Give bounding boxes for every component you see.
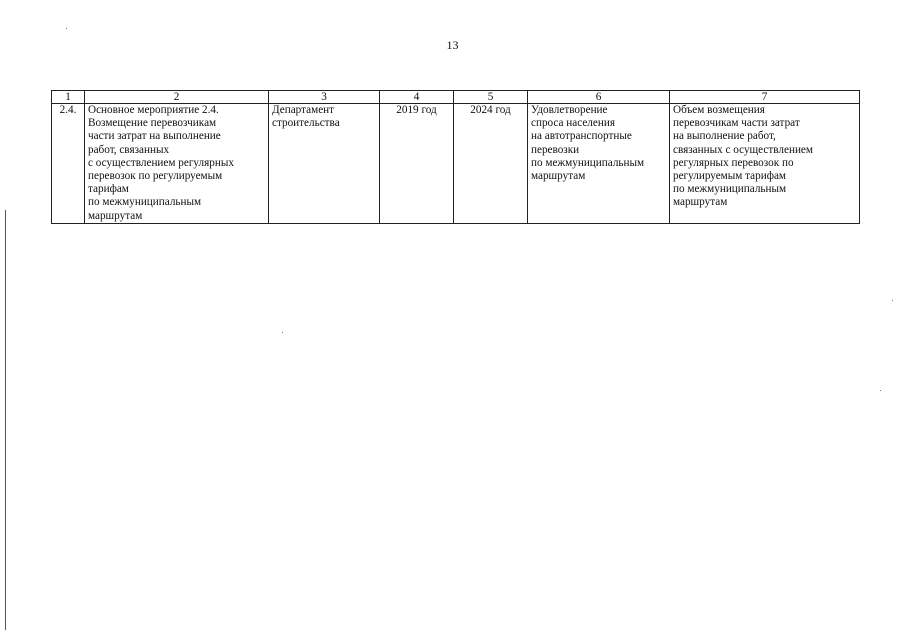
scan-speck (66, 28, 67, 29)
indicator-line: по межмуниципальным (673, 183, 787, 196)
column-number-5: 5 (454, 91, 528, 104)
program-activities-table (51, 90, 860, 224)
result-line: перевозки (531, 143, 580, 156)
scan-speck (880, 390, 881, 391)
indicator-line: регулируемым тарифам (673, 170, 787, 183)
indicator-line: регулярных перевозок по (673, 156, 794, 169)
column-number-3: 3 (269, 91, 380, 104)
result-line: на автотранспортные (531, 130, 632, 143)
executor-cell (269, 104, 380, 224)
expected-result-cell (528, 104, 670, 224)
activity-line: маршрутам (88, 209, 143, 222)
end-year-cell: 2024 год (454, 104, 528, 224)
column-number-4: 4 (380, 91, 454, 104)
activity-line: части затрат на выполнение (88, 130, 221, 143)
executor-line: строительства (272, 117, 340, 130)
indicator-line: перевозчикам части затрат (673, 117, 800, 130)
activity-line: работ, связанных (88, 143, 170, 156)
page-number: 13 (446, 38, 459, 52)
activity-line: по межмуниципальным (88, 196, 202, 209)
activity-line: Возмещение перевозчикам (88, 117, 217, 130)
indicator-line: Объем возмещения (673, 104, 765, 116)
indicator-cell (670, 104, 860, 224)
column-number-6: 6 (528, 91, 670, 104)
scan-speck (892, 300, 893, 301)
activity-line: Основное мероприятие 2.4. (88, 104, 219, 116)
table-row (52, 104, 860, 224)
result-line: маршрутам (531, 170, 586, 183)
scan-edge-line (5, 210, 6, 630)
indicator-line: на выполнение работ, (673, 130, 776, 143)
scan-speck (282, 332, 283, 333)
activity-line: тарифам (88, 183, 129, 196)
activity-line: с осуществлением регулярных (88, 156, 234, 169)
column-number-1: 1 (52, 91, 85, 104)
result-line: Удовлетворение (531, 104, 608, 116)
column-number-2: 2 (85, 91, 269, 104)
activity-code-cell: 2.4. (52, 104, 85, 224)
indicator-line: связанных с осуществлением (673, 143, 813, 156)
result-line: по межмуниципальным (531, 156, 645, 169)
column-number-7: 7 (670, 91, 860, 104)
indicator-line: маршрутам (673, 196, 728, 209)
activity-line: перевозок по регулируемым (88, 170, 223, 183)
activity-description-cell (85, 104, 269, 224)
start-year-cell: 2019 год (380, 104, 454, 224)
result-line: спроса населения (531, 117, 615, 130)
column-number-row (52, 91, 860, 104)
executor-line: Департамент (272, 104, 335, 116)
